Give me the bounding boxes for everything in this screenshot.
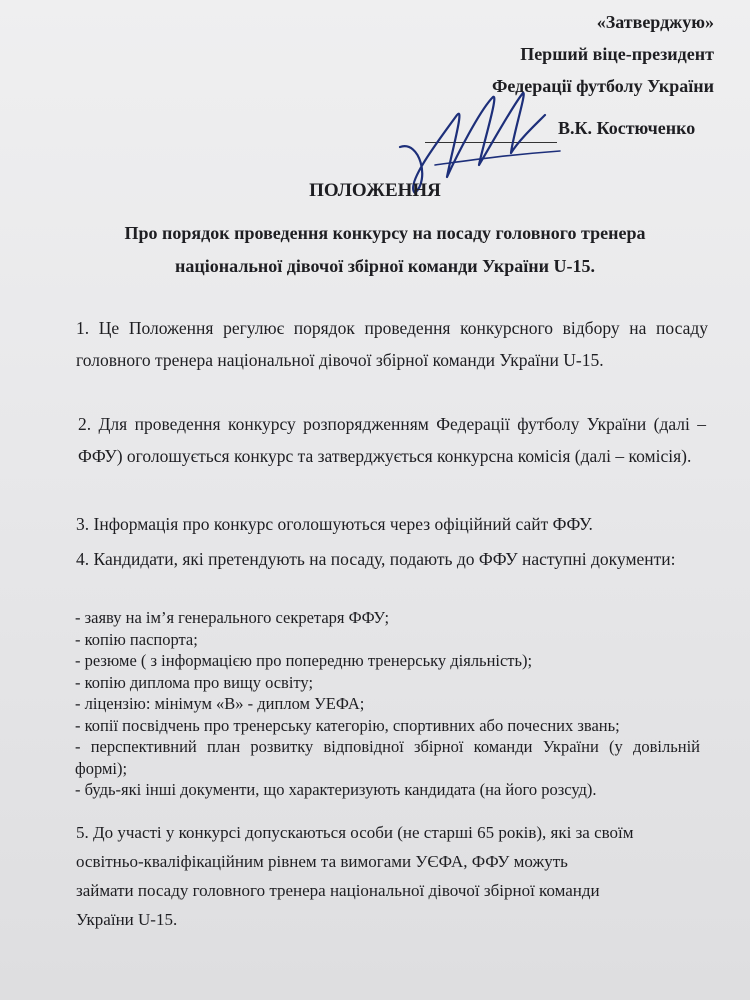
paragraph-5-line-3: займати посаду головного тренера національної дівочої збірної команди: [76, 881, 600, 900]
list-item: - копії посвідчень про тренерську категорію, спортивних або почесних звань;: [75, 715, 620, 735]
paragraph-3: 3. Інформація про конкурс оголошуються через офіційний сайт ФФУ.: [76, 514, 593, 534]
approver-position: Перший віце-президент: [520, 44, 714, 64]
paragraph-1: 1. Це Положення регулює порядок проведення конкурсного відбору на посаду головного тренера національної дівочої збірної команди України U-15.: [76, 318, 708, 370]
paragraph-5-line-1: 5. До участі у конкурсі допускаються особи (не старші 65 років), які за своїм: [76, 823, 634, 842]
paragraph-4: 4. Кандидати, які претендують на посаду, подають до ФФУ наступні документи:: [76, 549, 676, 569]
list-item: - ліцензію: мінімум «В» - диплом УЕФА;: [75, 694, 365, 713]
paragraph-5-line-4: України U-15.: [76, 910, 178, 929]
subtitle-line-2: національної дівочої збірної команди України U-15.: [175, 256, 595, 276]
paragraph-5-line-2: освітньо-кваліфікаційним рівнем та вимогами УЄФА, ФФУ можуть: [76, 852, 568, 871]
list-item: - заяву на ім’я генерального секретаря ФФУ;: [75, 608, 390, 627]
paragraph-2: 2. Для проведення конкурсу розпорядженням Федерації футболу України (далі – ФФУ) оголошується конкурс та затверджується конкурсна комісія (далі – комісія).: [78, 414, 706, 466]
list-item: - перспективний план розвитку відповідної збірної команди України (у довільній формі);: [75, 737, 700, 778]
list-item: - копію диплома про вищу освіту;: [75, 672, 314, 692]
approval-heading: «Затверджую»: [596, 12, 714, 32]
list-item: - резюме ( з інформацією про попередню тренерську діяльність);: [75, 651, 533, 670]
list-item: - будь-які інші документи, що характеризують кандидата (на його розсуд).: [75, 780, 597, 799]
list-item: - копію паспорта;: [75, 629, 198, 649]
signer-name: В.К. Костюченко: [558, 118, 696, 138]
document-subtitle: [0, 217, 750, 283]
subtitle-line-1: Про порядок проведення конкурсу на посаду головного тренера: [124, 223, 646, 243]
document-title: ПОЛОЖЕННЯ: [309, 180, 441, 201]
approver-organization: Федерації футболу України: [491, 76, 714, 96]
paragraph-5: [76, 818, 634, 934]
documents-list: [75, 607, 700, 801]
